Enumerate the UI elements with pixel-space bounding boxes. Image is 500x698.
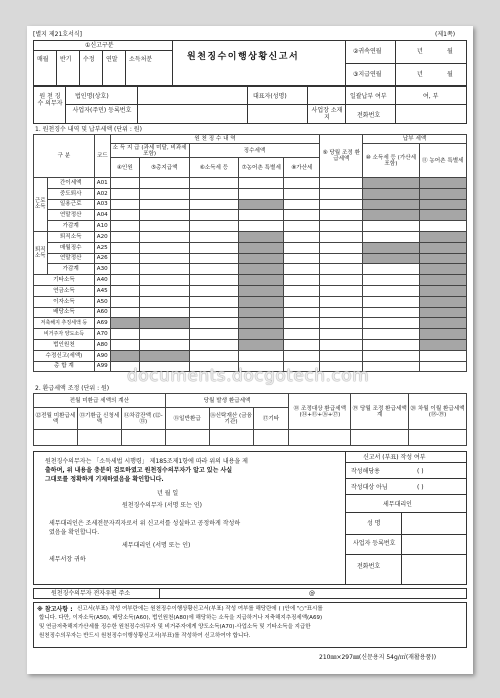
row-name: 연금소득 [34, 285, 95, 296]
value-cell[interactable] [289, 430, 351, 446]
pay-month: 월 [447, 71, 453, 78]
row-name: 가감계 [47, 221, 94, 232]
row-name: 연말정산 [47, 210, 94, 221]
value-cell[interactable] [351, 430, 409, 446]
col-15: ⑮일반환급 [165, 408, 209, 430]
row-code: A26 [94, 253, 110, 264]
biz-addr-label: 사업장 소재지 [311, 107, 343, 121]
notes-line4: 원천징수의무자는 반드시 원천징수이행상황신고서(부표)를 작성하여 신고하여야 합니다. [39, 633, 251, 639]
agent-line1: 세무대리인은 조세전문자격자로서 위 신고서를 성실하고 공정하게 작성하 [49, 520, 241, 527]
col-8: ⑧가산세 [284, 158, 320, 178]
notes-line2: 합니다. 다만, 이자소득(A50), 배당소득(A60), 법인원천(A80)에 해당하는 소득을 지급하거나 저축해지추징세액(A69) [39, 615, 323, 621]
payment-tax-header: 납부 세액 [363, 135, 467, 144]
row-code: A10 [94, 221, 110, 232]
phone-label: 전화번호 [357, 112, 381, 119]
col-17: ⑰기타 [253, 408, 289, 430]
email-label: 원천징수의무자 전자우편 주소 [51, 590, 131, 597]
value-cell[interactable] [77, 430, 121, 446]
row-code: A40 [94, 275, 110, 286]
group-retire: 퇴직소득 [34, 231, 48, 274]
corp-name-label: 법인명(상호) [75, 93, 109, 100]
row-code: A60 [94, 307, 110, 318]
col-19: ⑲ 당월 조정 환급세액계 [351, 394, 409, 430]
report-type-monthly[interactable]: 매월 [37, 56, 49, 63]
tax-office: 세무서장 귀하 [49, 556, 86, 563]
page-number: (제1쪽) [435, 31, 456, 38]
not-applicable-check[interactable]: ( ) [417, 484, 424, 491]
col-9: ⑨ 당월 조정 환급세액 [320, 135, 363, 178]
col-6: ⑥소득세 등 [189, 158, 239, 178]
col-4: ④인원 [110, 158, 139, 178]
report-type-yearend[interactable]: 연말 [106, 56, 118, 63]
notes-line3: 및 연금저축해지가산세를 징수한 원천징수의무자 및 비거주자에게 양도소득(A70)·사업소득 및 기타소득을 지급한 [39, 624, 311, 630]
belong-month-label: ②귀속연월 [353, 48, 382, 55]
row-name: 수정신고(세액) [34, 350, 95, 361]
row-code: A04 [94, 210, 110, 221]
pay-month-label: ③지급연월 [353, 71, 382, 78]
col-category: 구 분 [34, 135, 95, 178]
agent-line2: 였음을 확인합니다. [49, 529, 100, 536]
report-type-label: ①신고구분 [85, 42, 114, 49]
write-attached-check[interactable]: ( ) [417, 468, 424, 475]
row-code: A02 [94, 188, 110, 199]
agent-biz-no-label: 사업자 등록번호 [353, 540, 396, 547]
row-name: 저축해지 추징세액 등 [34, 318, 95, 329]
bulk-label: 일괄납부 여부 [350, 93, 387, 100]
col-7: ⑦농어촌 특별세 [239, 158, 284, 178]
declaration-line1: 원천징수의무자는 「소득세법 시행령」 제185조제1항에 따라 위의 내용을 제 [45, 458, 248, 465]
row-name: 퇴직소득 [47, 231, 94, 242]
row-name: 배당소득 [34, 307, 95, 318]
row-name: 중도퇴사 [47, 188, 94, 199]
report-type-disposal[interactable]: 소득처분 [129, 56, 153, 63]
row-name: 간이세액 [47, 178, 94, 189]
row-name: 법인원천 [34, 339, 95, 350]
row-code: A50 [94, 296, 110, 307]
col-13: ⑬기환급 신청세액 [77, 408, 121, 430]
col-10: ⑩ 소득세 등 (가산세 포함) [363, 144, 419, 178]
row-code: A25 [94, 242, 110, 253]
withholder-sign: 원천징수의무자 (서명 또는 인) [122, 502, 202, 509]
report-type-amend[interactable]: 수정 [83, 56, 95, 63]
not-applicable-label: 작성대상 아님 [351, 484, 388, 491]
row-code: A03 [94, 199, 110, 210]
pay-year: 년 [417, 71, 423, 78]
bulk-value[interactable]: 여, 부 [423, 93, 439, 100]
withholder-box [33, 86, 467, 124]
value-cell[interactable] [165, 430, 209, 446]
form-title: 원천징수이행상황신고서 [187, 52, 300, 62]
tax-withheld-header: 징수세액 [189, 144, 320, 158]
write-attached-label: 작성해당용 [351, 468, 380, 475]
notes-label: ※ 참고사항 : [37, 606, 73, 613]
row-code: A30 [94, 264, 110, 275]
col-11: ⑪ 농어촌 특별세 [419, 144, 466, 178]
current-refund-header: 당월 발생 환급세액 [165, 394, 289, 408]
prev-unrefunded-header: 전월 미환급 세액의 계산 [34, 394, 166, 408]
col-12: ⑫전월 미환급세액 [34, 408, 78, 430]
refund-table [33, 393, 467, 446]
col-code: 코드 [94, 135, 110, 178]
form-number: [별지 제21호서식] [33, 31, 82, 38]
paper-spec: 210㎜×297㎜(신문용지 54g/㎡(재활용품)) [319, 654, 437, 661]
row-code: A69 [94, 318, 110, 329]
value-cell[interactable] [209, 430, 253, 446]
agent-name-label: 성 명 [367, 520, 381, 527]
row-code: A70 [94, 329, 110, 340]
declaration-line3: 그대로를 정확하게 기재하였음을 확인합니다. [45, 476, 164, 483]
row-name: 일용근로 [47, 199, 94, 210]
section1-title: 1. 원천징수 내역 및 납부세액 (단위 : 원) [35, 126, 142, 133]
declaration-line2: 출하며, 위 내용을 충분히 검토하였고 원천징수의무자가 알고 있는 사실 [45, 467, 233, 474]
email-at[interactable]: @ [309, 590, 315, 597]
value-cell[interactable] [34, 430, 78, 446]
report-type-half[interactable]: 반기 [60, 56, 72, 63]
col-5: ⑤총지급액 [139, 158, 189, 178]
row-name: 총 합 계 [34, 361, 95, 372]
row-name: 연말정산 [47, 253, 94, 264]
row-name: 이자소득 [34, 296, 95, 307]
value-cell[interactable] [409, 430, 467, 446]
row-name: 매월징수 [47, 242, 94, 253]
refund-attached-header: 신고서 (부표) 작성 여부 [363, 454, 426, 461]
agent-phone-label: 전화번호 [357, 563, 381, 570]
row-code: A99 [94, 361, 110, 372]
value-cell[interactable] [253, 430, 289, 446]
withholder-side-label: 원 천 징 수 의무자 [37, 93, 63, 107]
withholding-details-header: 원 천 징 수 내 역 [110, 135, 320, 144]
col-18: ⑱ 조정대상 환급세액 (⑭+⑮+⑯+⑰) [289, 394, 351, 430]
tax-agent-header: 세무대리인 [383, 501, 412, 508]
group-labor: 근로소득 [34, 178, 48, 232]
rep-label: 대표자(성명) [253, 93, 287, 100]
row-code: A80 [94, 339, 110, 350]
withholding-table [33, 134, 467, 372]
agent-sign: 세무대리인 (서명 또는 인) [122, 542, 191, 549]
row-code: A45 [94, 285, 110, 296]
col-16: ⑯신탁재산 (금융기관) [209, 408, 253, 430]
row-code: A90 [94, 350, 110, 361]
income-payment-header: 소 득 지 급 (과세 미달, 비과세 포함) [110, 144, 189, 158]
row-name: 기타소득 [34, 275, 95, 286]
declaration-date: 년 월 일 [157, 490, 179, 497]
notes-line1: 신고서(부표) 작성 여부란에는 원천징수이행상황신고서(부표) 작성 여부를 해당란에 ( )안에 "○"표시를 [77, 606, 323, 612]
form-page [27, 26, 473, 674]
col-14: ⑭차감잔액 (⑫-⑬) [121, 408, 165, 430]
col-20: ⑳ 차월 이월 환급세액 (⑱-⑲) [409, 394, 467, 430]
row-name: 가감계 [47, 264, 94, 275]
section2-title: 2. 환급세액 조정 (단위 : 원) [35, 385, 110, 392]
belong-year: 년 [417, 48, 423, 55]
value-cell[interactable] [121, 430, 165, 446]
row-code: A20 [94, 231, 110, 242]
row-name: 비거주자 양도소득 [34, 329, 95, 340]
row-code: A01 [94, 178, 110, 189]
biz-no-label: 사업자(주민) 등록번호 [72, 107, 132, 114]
watermark: documents.docgotech.com [127, 366, 370, 386]
belong-month: 월 [447, 48, 453, 55]
